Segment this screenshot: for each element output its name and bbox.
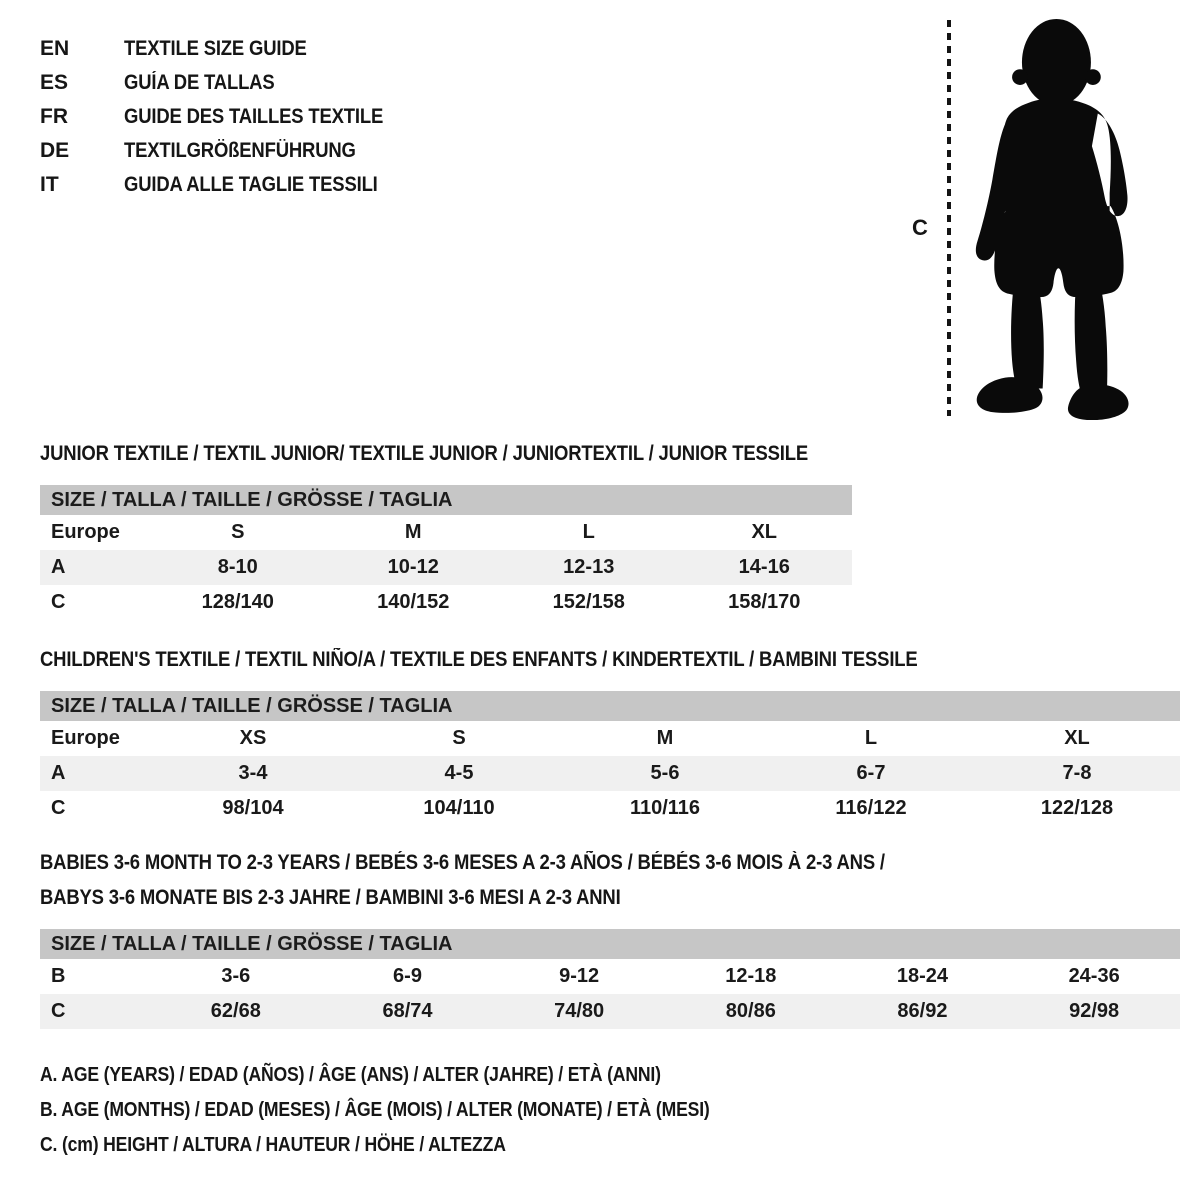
cell-value: 116/122	[835, 797, 907, 819]
cell-value: 68/74	[382, 1000, 433, 1022]
legend	[40, 1058, 801, 1163]
table-row	[40, 994, 1180, 1029]
section-title-line: CHILDREN'S TEXTILE / TEXTIL NIÑO/A / TEXTILE DES ENFANTS / KINDERTEXTIL / BAMBINI TESSILE	[40, 648, 918, 671]
row-label: C	[51, 1000, 66, 1022]
cell-value: 86/92	[897, 1000, 948, 1022]
cell-value: 74/80	[554, 1000, 605, 1022]
language-row	[40, 66, 418, 100]
language-title: TEXTILE SIZE GUIDE	[123, 37, 307, 60]
cell-value: 12-18	[725, 965, 777, 987]
cell-value: 3-4	[238, 762, 268, 784]
cell-value: XL	[751, 521, 778, 543]
cell-value: 110/116	[629, 797, 701, 819]
row-label: Europe	[51, 727, 120, 749]
cell-value: 8-10	[217, 556, 258, 578]
language-row	[40, 32, 418, 66]
language-row	[40, 100, 418, 134]
language-code: FR	[40, 105, 68, 128]
language-row	[40, 134, 418, 168]
language-title: TEXTILGRÖßENFÜHRUNG	[123, 139, 356, 162]
cell-value: 5-6	[650, 762, 680, 784]
table-row	[40, 756, 1180, 791]
language-title: GUIDE DES TAILLES TEXTILE	[123, 105, 383, 128]
cell-value: 18-24	[896, 965, 949, 987]
legend-line: A. AGE (YEARS) / EDAD (AÑOS) / ÂGE (ANS) / ALTER (JAHRE) / ETÀ (ANNI)	[40, 1064, 661, 1086]
size-section-junior	[40, 436, 852, 620]
size-table-header: SIZE / TALLA / TAILLE / GRÖSSE / TAGLIA	[40, 485, 852, 515]
cell-value: XS	[239, 727, 267, 749]
height-measure-dashed-line	[947, 20, 951, 416]
language-code: DE	[40, 139, 70, 162]
cell-value: 152/158	[552, 591, 625, 613]
legend-line: B. AGE (MONTHS) / EDAD (MESES) / ÂGE (MOIS) / ALTER (MONATE) / ETÀ (MESI)	[40, 1099, 710, 1121]
section-title-line: BABIES 3-6 MONTH TO 2-3 YEARS / BEBÉS 3-6 MESES A 2-3 AÑOS / BÉBÉS 3-6 MOIS À 2-3 ANS /	[40, 851, 885, 874]
cell-value: L	[582, 521, 595, 543]
table-row	[40, 515, 852, 550]
table-row	[40, 585, 852, 620]
size-table-header: SIZE / TALLA / TAILLE / GRÖSSE / TAGLIA	[40, 691, 1180, 721]
size-table-header: SIZE / TALLA / TAILLE / GRÖSSE / TAGLIA	[40, 929, 1180, 959]
cell-value: M	[404, 521, 422, 543]
cell-value: 6-9	[393, 965, 422, 987]
cell-value: 128/140	[201, 591, 274, 613]
height-measure-label: C	[912, 215, 928, 240]
table-row	[40, 791, 1180, 826]
section-title-line: BABYS 3-6 MONATE BIS 2-3 JAHRE / BAMBINI 3-6 MESI A 2-3 ANNI	[40, 886, 621, 909]
language-row	[40, 168, 418, 202]
row-label: B	[51, 965, 66, 987]
row-label: Europe	[51, 521, 120, 543]
language-code: EN	[40, 37, 70, 60]
language-code: IT	[40, 173, 59, 196]
language-code: ES	[40, 71, 69, 94]
size-section-children	[40, 642, 1180, 826]
table-row	[40, 550, 852, 585]
language-title-list	[40, 32, 418, 202]
cell-value: 24-36	[1068, 965, 1120, 987]
cell-value: 158/170	[728, 591, 801, 613]
table-row	[40, 959, 1180, 994]
section-title-line: JUNIOR TEXTILE / TEXTIL JUNIOR/ TEXTILE JUNIOR / JUNIORTEXTIL / JUNIOR TESSILE	[40, 442, 809, 465]
section-title	[40, 845, 1180, 915]
size-table	[40, 929, 1180, 1029]
cell-value: S	[231, 521, 245, 543]
table-row	[40, 721, 1180, 756]
language-title: GUÍA DE TALLAS	[123, 71, 275, 94]
section-title	[40, 642, 1180, 677]
cell-value: 12-13	[563, 556, 615, 578]
cell-value: 140/152	[377, 591, 450, 613]
cell-value: M	[656, 727, 674, 749]
size-table	[40, 691, 1180, 826]
cell-value: XL	[1064, 727, 1090, 749]
cell-value: 9-12	[559, 965, 600, 987]
cell-value: 7-8	[1062, 762, 1092, 784]
toddler-silhouette	[963, 16, 1141, 420]
size-section-babies	[40, 845, 1180, 1029]
cell-value: 104/110	[423, 797, 495, 819]
cell-value: 122/128	[1040, 797, 1114, 819]
row-label: C	[51, 591, 66, 613]
cell-value: 80/86	[725, 1000, 776, 1022]
cell-value: L	[864, 727, 878, 749]
cell-value: 3-6	[221, 965, 251, 987]
size-table	[40, 485, 852, 620]
language-title: GUIDA ALLE TAGLIE TESSILI	[123, 173, 378, 196]
cell-value: 92/98	[1069, 1000, 1120, 1022]
size-table-header-row	[40, 691, 1180, 721]
legend-line: C. (cm) HEIGHT / ALTURA / HAUTEUR / HÖHE / ALTEZZA	[40, 1134, 506, 1156]
cell-value: 4-5	[444, 762, 474, 784]
cell-value: S	[452, 727, 466, 749]
cell-value: 6-7	[856, 762, 886, 784]
cell-value: 62/68	[210, 1000, 261, 1022]
cell-value: 14-16	[738, 556, 790, 578]
size-table-header-row	[40, 929, 1180, 959]
row-label: C	[51, 797, 66, 819]
cell-value: 98/104	[222, 797, 284, 819]
size-table-header-row	[40, 485, 852, 515]
row-label: A	[51, 556, 66, 578]
cell-value: 10-12	[387, 556, 439, 578]
row-label: A	[51, 762, 66, 784]
section-title	[40, 436, 852, 471]
